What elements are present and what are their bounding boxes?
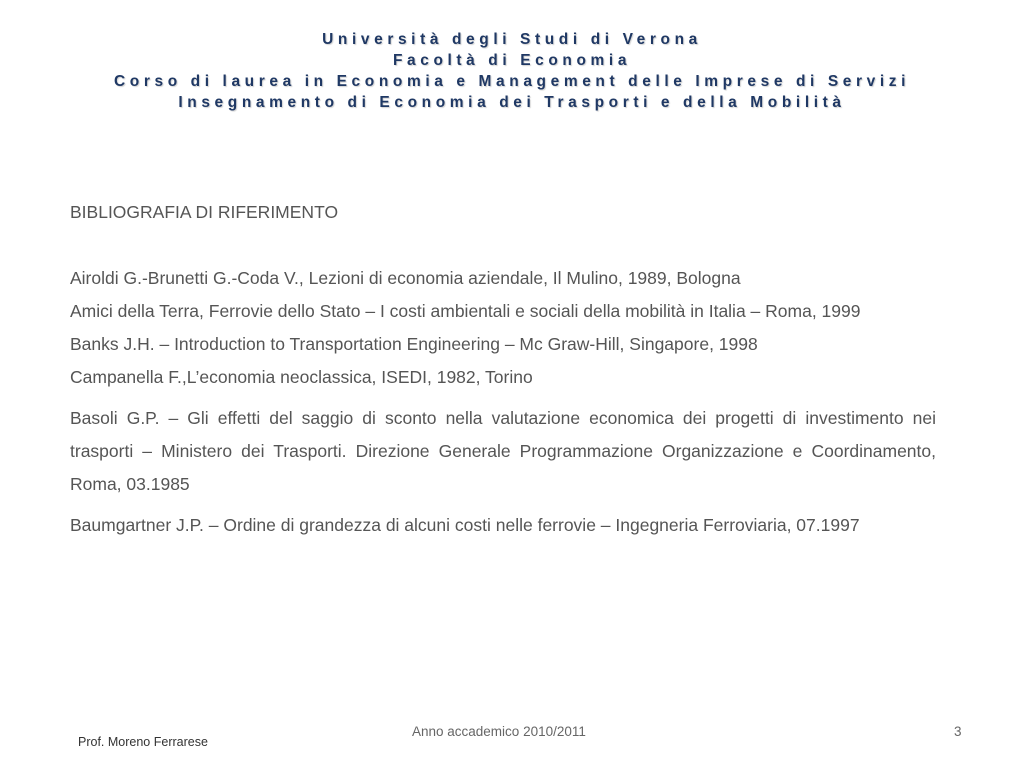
footer-page-number: 3 <box>954 724 962 739</box>
header-degree-course: Corso di laurea in Economia e Management delle Imprese di Servizi <box>113 73 910 90</box>
reference-item: Amici della Terra, Ferrovie dello Stato – I costi ambientali e sociali della mobilità in Italia – Roma, 1999 <box>70 301 861 321</box>
reference-item: Baumgartner J.P. – Ordine di grandezza di alcuni costi nelle ferrovie – Ingegneria Ferroviaria, 07.1997 <box>70 515 860 535</box>
slide-content <box>70 196 936 542</box>
footer-author: Prof. Moreno Ferrarese <box>78 735 208 749</box>
header-course-subject: Insegnamento di Economia dei Trasporti e della Mobilità <box>178 94 846 111</box>
reference-item: Campanella F.,L’economia neoclassica, ISEDI, 1982, Torino <box>70 367 533 387</box>
reference-item: Banks J.H. – Introduction to Transportation Engineering – Mc Graw-Hill, Singapore, 1998 <box>70 334 758 354</box>
slide-header <box>40 29 984 113</box>
header-university: Università degli Studi di Verona <box>322 31 702 48</box>
header-faculty: Facoltà di Economia <box>392 52 632 69</box>
reference-item: Basoli G.P. – Gli effetti del saggio di sconto nella valutazione economica dei progetti di investimento nei trasporti – Ministero dei Trasporti. Direzione Generale Programmazione Organizzazione e Coordinamento, Roma, 03.1985 <box>70 408 936 494</box>
footer-academic-year: Anno accademico 2010/2011 <box>412 724 586 739</box>
section-title: BIBLIOGRAFIA DI RIFERIMENTO <box>70 202 339 222</box>
reference-item: Airoldi G.-Brunetti G.-Coda V., Lezioni di economia aziendale, Il Mulino, 1989, Bologna <box>70 268 741 288</box>
